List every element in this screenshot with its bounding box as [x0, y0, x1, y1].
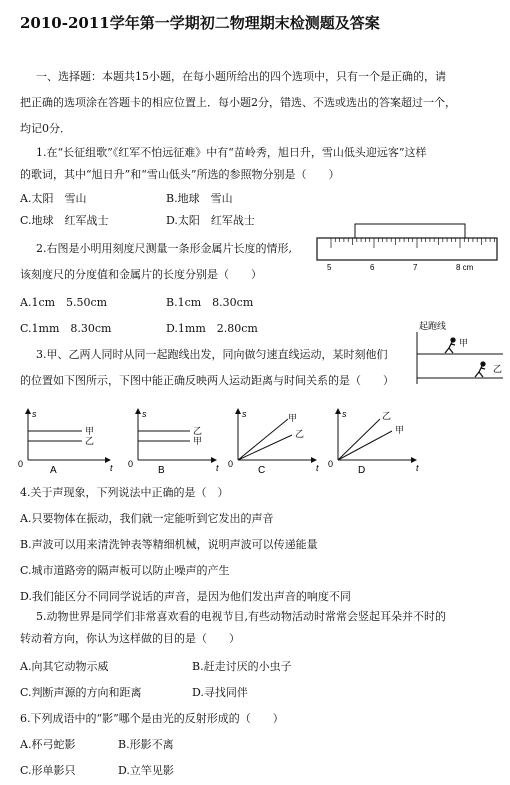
graph-a [18, 409, 113, 475]
graph-c-line-top [238, 419, 288, 460]
svg-text:乙: 乙 [382, 411, 392, 421]
q2-option-b: B.1cm 8.30cm [166, 296, 254, 309]
q4-option-c: C.城市道路旁的隔声板可以防止噪声的产生 [20, 564, 230, 577]
graph-d-line-bottom [338, 431, 392, 460]
q5-option-d: D.寻找同伴 [192, 686, 248, 699]
q3-graphs [10, 405, 500, 475]
svg-text:乙: 乙 [295, 429, 305, 439]
q5-option-a: A.向其它动物示威 [20, 660, 109, 673]
q1-option-c: C.地球 红军战士 [20, 214, 109, 227]
start-line-label: 起跑线 [419, 321, 447, 331]
ruler-label-6: 6 [370, 263, 375, 272]
q1-stem-1: 1.在“长征组歌”《红军不怕远征难》中有“苗岭秀，旭日升，雪山低头迎远客”这样 [36, 146, 427, 159]
q1-option-b: B.地球 雪山 [166, 192, 233, 205]
q2-option-a: A.1cm 5.50cm [20, 296, 108, 309]
q6-stem: 6.下列成语中的“影”哪个是由光的反射形成的（ ） [20, 712, 284, 725]
svg-text:s: s [142, 409, 147, 419]
svg-text:t: t [316, 463, 319, 473]
q5-option-c: C.判断声源的方向和距离 [20, 686, 142, 699]
intro-line-1: 一、选择题：本题共15小题，在每小题所给出的四个选项中，只有一个是正确的，请 [36, 70, 446, 83]
graph-a-label: A [50, 465, 57, 475]
q6-option-b: B.形影不离 [118, 738, 174, 751]
graph-b-label: B [158, 465, 165, 475]
graph-b [128, 409, 219, 475]
intro-line-3: 均记0分． [20, 122, 71, 135]
ruler-figure [315, 218, 500, 274]
svg-text:s: s [342, 409, 347, 419]
runner-a-icon [445, 338, 455, 353]
svg-text:乙: 乙 [193, 426, 203, 436]
q1-option-a: A.太阳 雪山 [20, 192, 87, 205]
svg-text:s: s [32, 409, 37, 419]
q5-stem-2: 转动着方向，你认为这样做的目的是（ ） [20, 632, 240, 645]
q1-stem-2: 的歌词，其中“旭日升”和“雪山低头”所选的参照物分别是（ ） [20, 168, 340, 181]
svg-text:甲: 甲 [288, 413, 298, 423]
q4-option-a: A.只要物体在振动，我们就一定能听到它发出的声音 [20, 512, 274, 525]
runner-b-label: 乙 [493, 364, 503, 374]
svg-text:0: 0 [18, 459, 24, 469]
svg-text:0: 0 [328, 459, 334, 469]
q1-option-d: D.太阳 红军战士 [166, 214, 255, 227]
q6-option-a: A.杯弓蛇影 [20, 738, 76, 751]
svg-text:甲: 甲 [395, 425, 405, 435]
q2-option-d: D.1mm 2.80cm [166, 322, 258, 335]
svg-text:甲: 甲 [193, 436, 203, 446]
runner-b-icon [475, 362, 485, 377]
svg-text:s: s [242, 409, 247, 419]
q5-option-b: B.赶走讨厌的小虫子 [192, 660, 292, 673]
metal-strip [355, 224, 465, 238]
page-title: 2010-2011学年第一学期初二物理期末检测题及答案 [20, 14, 380, 32]
q4-stem: 4.关于声现象，下列说法中正确的是（ ） [20, 486, 229, 499]
svg-text:乙: 乙 [85, 436, 95, 446]
graph-d-line-top [338, 419, 380, 460]
ruler-label-7: 7 [413, 263, 418, 272]
graph-d-label: D [358, 465, 366, 475]
ruler-label-8cm: 8 cm [456, 263, 474, 272]
intro-line-2: 把正确的选项涂在答题卡的相应位置上．每小题2分，错选、不选或选出的答案超过一个， [20, 96, 456, 109]
runner-a-label: 甲 [459, 338, 469, 348]
svg-text:甲: 甲 [85, 426, 95, 436]
svg-text:t: t [216, 463, 219, 473]
svg-text:0: 0 [128, 459, 134, 469]
graph-c-label: C [258, 465, 266, 475]
runners-figure [405, 318, 505, 386]
q5-stem-1: 5.动物世界是同学们非常喜欢看的电视节目,有些动物活动时常常会竖起耳朵并不时的 [36, 610, 446, 623]
svg-text:t: t [110, 463, 113, 473]
svg-text:t: t [416, 463, 419, 473]
svg-text:0: 0 [228, 459, 234, 469]
graph-d [328, 409, 419, 475]
ruler-label-5: 5 [327, 263, 332, 272]
q6-option-d: D.立竿见影 [118, 764, 174, 777]
q4-option-d: D.我们能区分不同同学说话的声音，是因为他们发出声音的响度不同 [20, 590, 351, 603]
graph-c [228, 409, 319, 475]
q3-stem-2: 的位置如下图所示，下图中能正确反映两人运动距离与时间关系的是（ ） [20, 374, 394, 387]
q6-option-c: C.形单影只 [20, 764, 76, 777]
q2-stem-2: 该刻度尺的分度值和金属片的长度分别是（ ） [20, 268, 262, 281]
q3-stem-1: 3.甲、乙两人同时从同一起跑线出发，同向做匀速直线运动，某时刻他们 [36, 348, 388, 361]
q2-stem-1: 2.右图是小明用刻度尺测量一条形金属片长度的情形, [36, 242, 292, 255]
graph-c-line-bottom [238, 435, 292, 460]
q2-option-c: C.1mm 8.30cm [20, 322, 112, 335]
q4-option-b: B.声波可以用来清洗钟表等精细机械，说明声波可以传递能量 [20, 538, 318, 551]
